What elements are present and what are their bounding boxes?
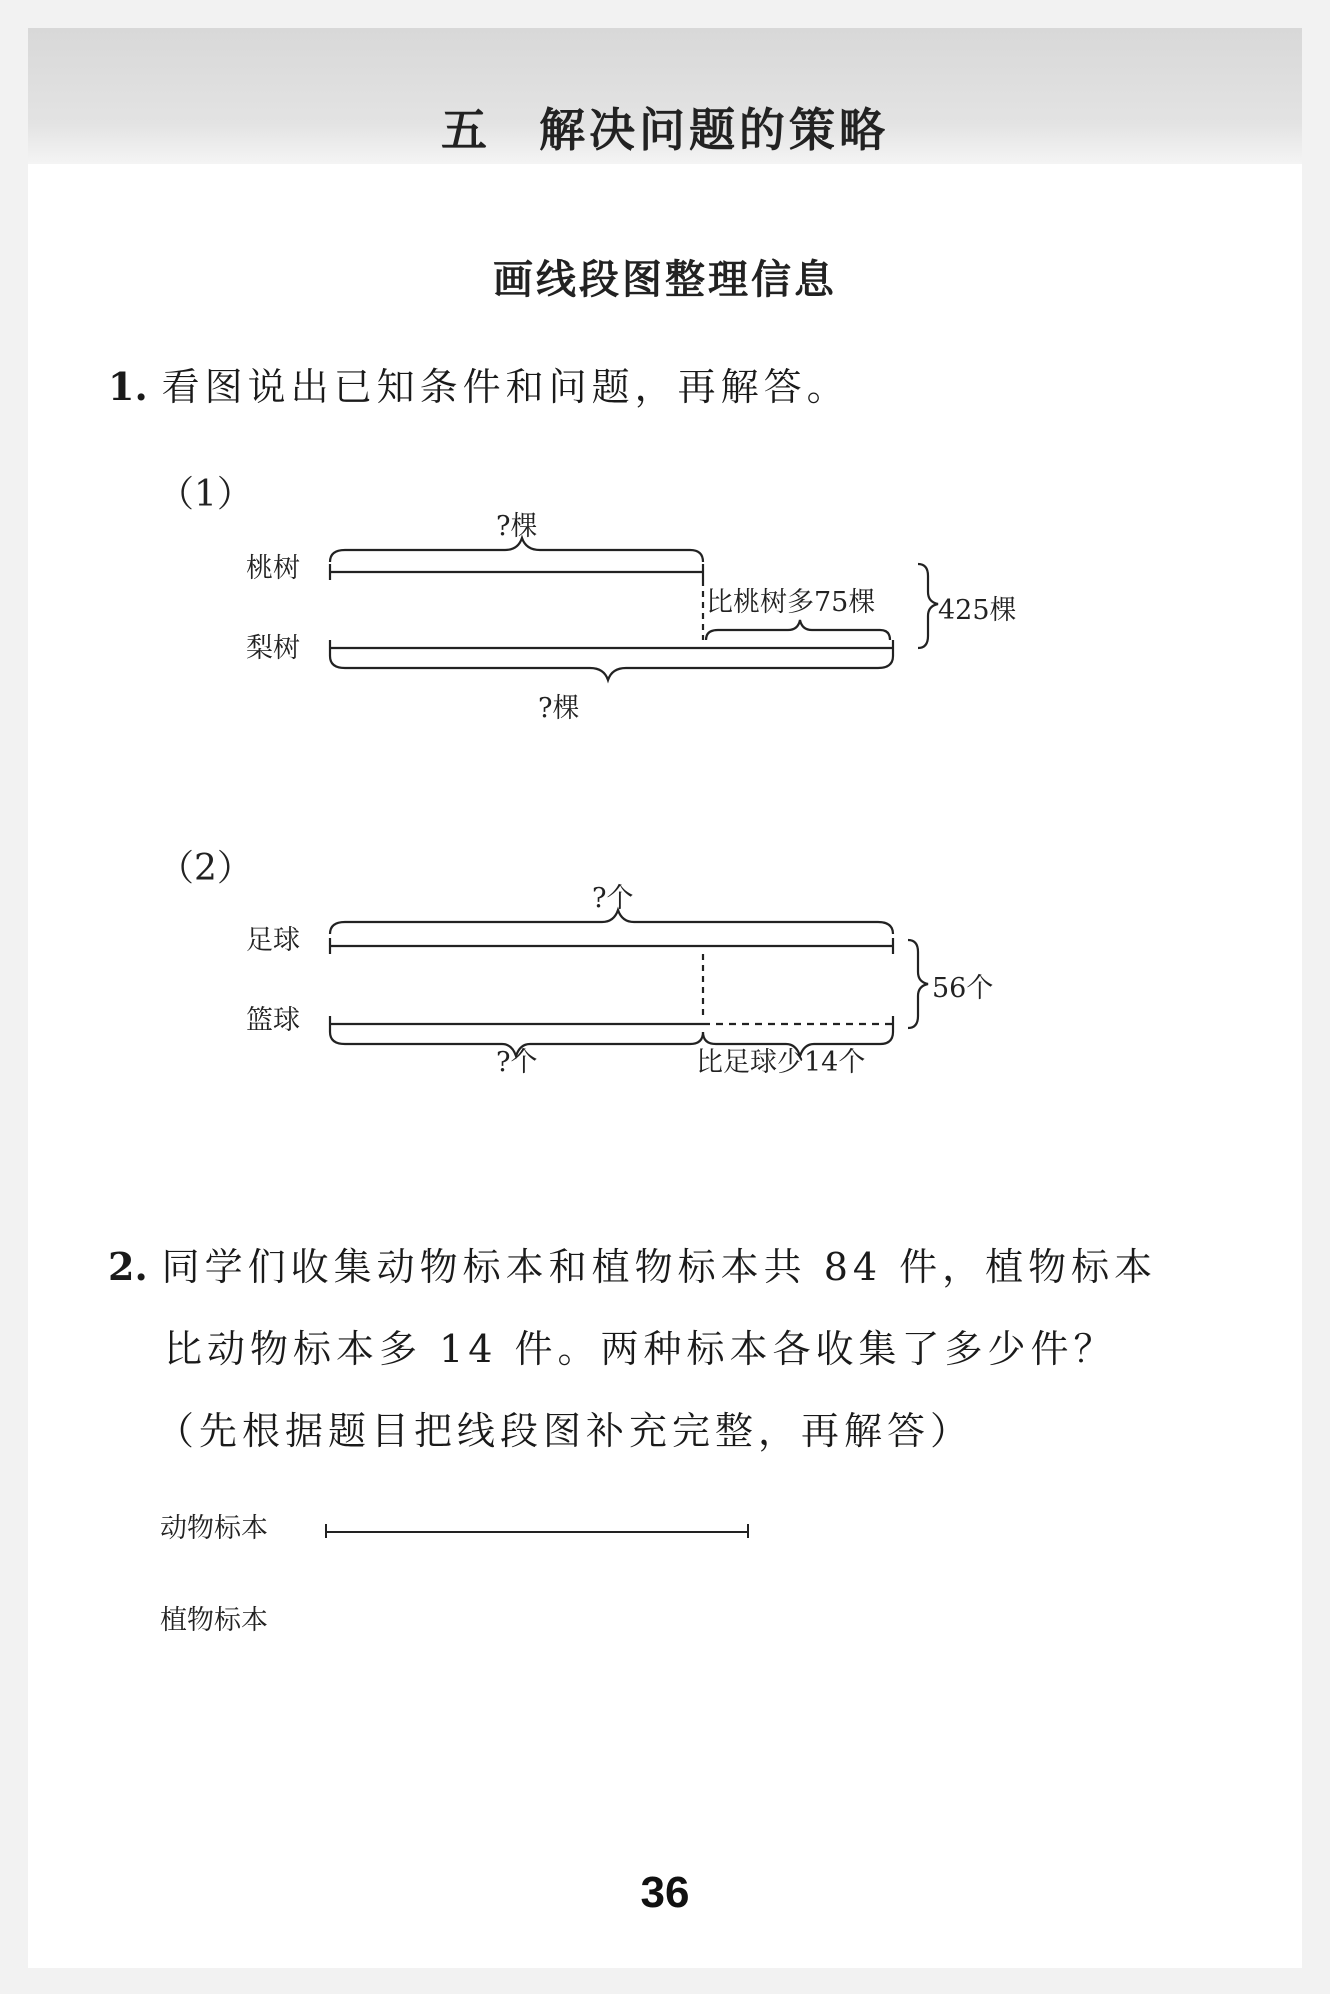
unit-number: 五	[441, 103, 491, 157]
question-text: 看图说出已知条件和问题，再解答。	[161, 365, 850, 409]
brace-diff-1	[706, 620, 890, 640]
brace-bottom-1	[330, 656, 893, 680]
total-label: 425棵	[938, 595, 1017, 626]
row-label-football: 足球	[246, 925, 300, 956]
question-number: 1.	[108, 364, 148, 409]
brace-total-2	[908, 940, 928, 1028]
row-label-pear: 梨树	[246, 633, 300, 664]
unit-title-text: 解决问题的策略	[539, 103, 889, 157]
brace-total-1	[918, 564, 938, 648]
question-2-line-1	[108, 1236, 1157, 1291]
question-2-line-2: 比动物标本多 14 件。两种标本各收集了多少件？	[164, 1327, 1117, 1371]
part-1-label: （1）	[158, 474, 253, 515]
diff-label-2: 比足球少14个	[696, 1047, 866, 1078]
diff-label: 比桃树多75棵	[706, 587, 876, 618]
bottom-brace-label: ?棵	[538, 693, 580, 724]
row-label-basketball: 篮球	[246, 1005, 300, 1036]
top-brace-label: ?棵	[496, 511, 538, 542]
row-label-plant: 植物标本	[160, 1605, 268, 1636]
bottom-brace-label-2: ?个	[496, 1047, 538, 1078]
brace-top-1	[330, 538, 703, 562]
row-label-peach: 桃树	[246, 553, 300, 584]
question-2-line-3: （先根据题目把线段图补充完整，再解答）	[156, 1409, 974, 1453]
top-brace-label-2: ?个	[592, 883, 634, 914]
question-number: 2.	[108, 1244, 148, 1289]
page-number: 36	[640, 1868, 690, 1917]
part-2-label: （2）	[158, 848, 253, 889]
section-title: 画线段图整理信息	[493, 257, 837, 303]
row-label-animal: 动物标本	[160, 1513, 268, 1544]
brace-bottom-2a	[330, 1032, 703, 1056]
brace-top-2	[330, 910, 893, 934]
brace-bottom-2b	[703, 1032, 893, 1056]
question-text: 同学们收集动物标本和植物标本共 84 件，植物标本	[161, 1245, 1158, 1289]
total-label-2: 56个	[932, 973, 994, 1004]
